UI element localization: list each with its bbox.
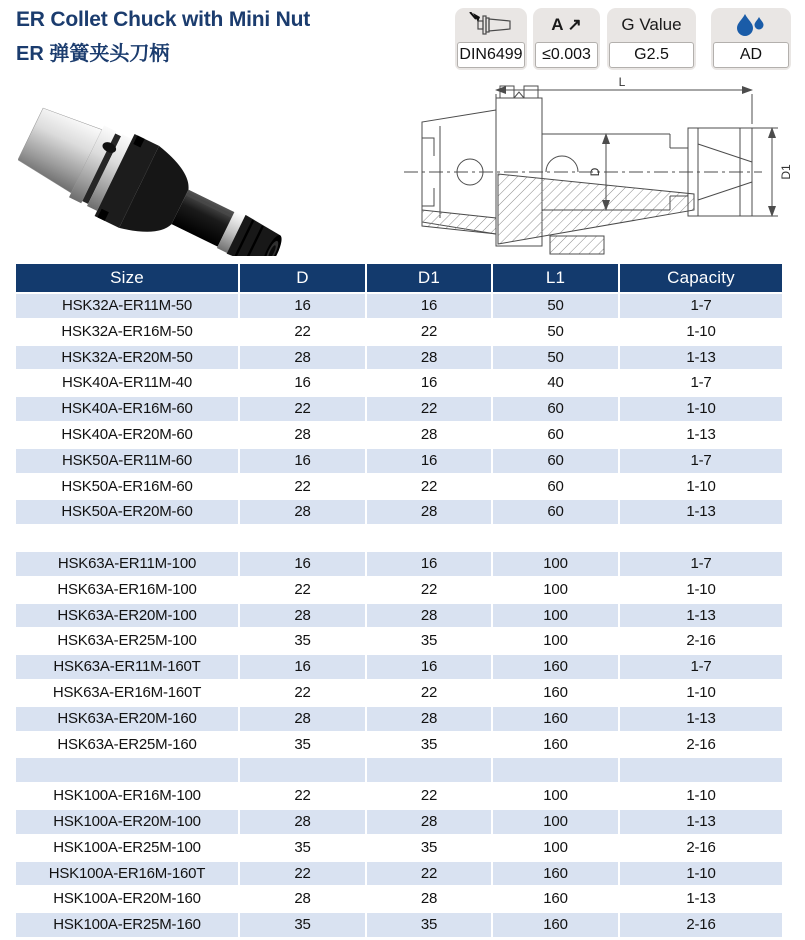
table-row: [16, 500, 782, 524]
table-cell: [620, 758, 782, 782]
table-cell: 22: [294, 787, 311, 805]
title-english: ER Collet Chuck with Mini Nut: [16, 8, 311, 31]
table-row: [16, 604, 782, 628]
table-cell: 160: [543, 890, 568, 908]
table-cell: 100: [543, 632, 568, 650]
table-cell: 28: [240, 500, 365, 524]
table-cell: 1-7: [690, 374, 712, 392]
table-row: [16, 578, 782, 602]
table-cell: 28: [294, 890, 311, 908]
table-cell: 35: [294, 838, 311, 856]
table-cell: HSK100A-ER20M-160: [53, 890, 201, 908]
table-cell: 22: [294, 683, 311, 701]
table-cell: 22: [367, 397, 491, 421]
table-cell: 22: [420, 477, 438, 495]
badge-din-value: DIN6499: [457, 42, 525, 68]
table-cell: HSK63A-ER11M-160T: [16, 655, 238, 679]
table-cell: 16: [367, 655, 491, 679]
table-cell: 1-10: [620, 397, 782, 421]
badge-din-standard: [455, 8, 527, 70]
table-cell: 22: [294, 580, 311, 598]
toolholder-icon: [455, 8, 527, 42]
table-cell: 22: [420, 322, 438, 340]
table-cell: 160: [543, 735, 568, 753]
table-cell: 16: [240, 294, 365, 318]
table-row: [16, 629, 782, 653]
table-cell: HSK100A-ER25M-160: [16, 913, 238, 937]
table-cell: 35: [420, 735, 438, 753]
product-photo: [18, 84, 390, 256]
table-cell: 35: [294, 735, 311, 753]
table-cell: 22: [420, 787, 438, 805]
table-cell: 22: [420, 683, 438, 701]
table-row: [16, 449, 782, 473]
spec-table-body: [16, 294, 782, 937]
table-cell: 16: [240, 449, 365, 473]
table-cell: 60: [493, 449, 618, 473]
table-cell: HSK32A-ER16M-50: [61, 322, 193, 340]
technical-drawing: [400, 76, 800, 260]
table-cell: 1-13: [620, 707, 782, 731]
table-cell: 160: [493, 913, 618, 937]
table-cell: [240, 526, 365, 550]
table-cell: 100: [543, 580, 568, 598]
table-row: [16, 733, 782, 757]
table-cell: 1-13: [620, 604, 782, 628]
table-cell: 60: [493, 397, 618, 421]
table-cell: [16, 758, 238, 782]
table-cell: 1-13: [620, 346, 782, 370]
table-cell: [493, 758, 618, 782]
page-title: [16, 8, 310, 66]
table-cell: [240, 758, 365, 782]
table-cell: 35: [367, 913, 491, 937]
g-value-label: G Value: [621, 15, 682, 34]
table-cell: 1-7: [620, 449, 782, 473]
dim-label-diameter1: D1: [779, 164, 793, 180]
table-cell: [620, 526, 782, 550]
table-cell: 16: [240, 552, 365, 576]
table-cell: 100: [543, 787, 568, 805]
badge-runout-value: ≤0.003: [535, 42, 598, 68]
badge-g-value-value: G2.5: [609, 42, 694, 68]
table-row: [16, 836, 782, 860]
table-row: [16, 475, 782, 499]
table-cell: HSK63A-ER16M-100: [57, 580, 197, 598]
column-header-l1: L1: [493, 264, 618, 292]
table-cell: 28: [367, 500, 491, 524]
table-row: [16, 862, 782, 886]
table-cell: 160: [493, 862, 618, 886]
spec-badges: [455, 8, 791, 70]
table-cell: [367, 758, 491, 782]
table-cell: 35: [240, 913, 365, 937]
table-row: [16, 397, 782, 421]
table-cell: HSK40A-ER20M-60: [61, 425, 193, 443]
table-cell: 22: [420, 580, 438, 598]
table-cell: 22: [367, 862, 491, 886]
table-cell: HSK63A-ER20M-100: [16, 604, 238, 628]
column-header-d: D: [240, 264, 365, 292]
table-cell: HSK40A-ER11M-40: [61, 374, 193, 392]
table-cell: 16: [367, 449, 491, 473]
table-cell: 28: [420, 890, 438, 908]
table-cell: 1-7: [620, 552, 782, 576]
table-cell: 1-10: [686, 580, 716, 598]
table-cell: 16: [420, 374, 438, 392]
table-cell: 28: [367, 346, 491, 370]
table-cell: 1-10: [620, 862, 782, 886]
table-cell: 60: [547, 425, 564, 443]
spec-table: [14, 262, 784, 939]
table-cell: 16: [294, 374, 311, 392]
table-cell: HSK63A-ER16M-160T: [52, 683, 202, 701]
table-cell: 160: [493, 655, 618, 679]
table-cell: 1-13: [686, 425, 716, 443]
table-cell: 40: [547, 374, 564, 392]
table-cell: 160: [493, 707, 618, 731]
table-cell: 28: [367, 810, 491, 834]
table-cell: 22: [294, 477, 311, 495]
table-cell: 35: [294, 632, 311, 650]
table-cell: 28: [240, 707, 365, 731]
table-cell: 1-10: [686, 787, 716, 805]
table-cell: 50: [493, 346, 618, 370]
table-spacer-row: [16, 758, 782, 782]
badge-coolant: [711, 8, 791, 70]
table-cell: 1-7: [620, 655, 782, 679]
table-cell: HSK63A-ER11M-100: [16, 552, 238, 576]
table-cell: HSK100A-ER16M-160T: [16, 862, 238, 886]
table-cell: [16, 526, 238, 550]
table-row: [16, 655, 782, 679]
table-cell: 100: [493, 810, 618, 834]
table-cell: HSK63A-ER20M-160: [16, 707, 238, 731]
table-cell: [493, 526, 618, 550]
table-cell: 100: [493, 604, 618, 628]
table-cell: 60: [547, 477, 564, 495]
table-cell: HSK63A-ER25M-100: [57, 632, 197, 650]
table-cell: 2-16: [620, 913, 782, 937]
table-row: [16, 913, 782, 937]
table-cell: 50: [547, 322, 564, 340]
table-cell: 2-16: [686, 632, 716, 650]
table-cell: 28: [240, 604, 365, 628]
table-cell: [367, 526, 491, 550]
runout-label: A ↗: [551, 15, 582, 34]
table-row: [16, 320, 782, 344]
table-cell: 28: [420, 425, 438, 443]
table-cell: 50: [493, 294, 618, 318]
table-cell: 160: [543, 683, 568, 701]
table-cell: 1-10: [686, 322, 716, 340]
table-cell: 35: [420, 632, 438, 650]
table-cell: HSK100A-ER20M-100: [16, 810, 238, 834]
table-cell: 22: [240, 397, 365, 421]
table-cell: 1-13: [686, 890, 716, 908]
table-header-row: [16, 264, 782, 292]
table-cell: HSK32A-ER20M-50: [16, 346, 238, 370]
badge-coolant-value: AD: [713, 42, 789, 68]
table-row: [16, 552, 782, 576]
table-row: [16, 784, 782, 808]
table-row: [16, 423, 782, 447]
table-cell: 28: [240, 810, 365, 834]
table-cell: 28: [240, 346, 365, 370]
table-cell: 28: [367, 604, 491, 628]
table-cell: 2-16: [686, 735, 716, 753]
title-chinese: ER 弹簧夹头刀柄: [16, 43, 170, 65]
table-cell: 16: [240, 655, 365, 679]
table-cell: 22: [240, 862, 365, 886]
table-cell: 1-7: [620, 294, 782, 318]
column-header-d1: D1: [367, 264, 491, 292]
table-cell: HSK50A-ER16M-60: [61, 477, 193, 495]
badge-runout: [533, 8, 600, 70]
table-cell: 1-13: [620, 810, 782, 834]
dim-label-diameter: D: [588, 167, 602, 177]
table-row: [16, 371, 782, 395]
badge-g-value: [607, 8, 696, 70]
table-cell: 35: [420, 838, 438, 856]
table-row: [16, 707, 782, 731]
table-cell: 60: [493, 500, 618, 524]
table-cell: 100: [543, 838, 568, 856]
column-header-size: Size: [16, 264, 238, 292]
table-cell: 1-13: [620, 500, 782, 524]
table-cell: HSK32A-ER11M-50: [16, 294, 238, 318]
table-cell: 28: [367, 707, 491, 731]
table-cell: HSK100A-ER25M-100: [53, 838, 201, 856]
table-cell: 1-10: [686, 683, 716, 701]
table-row: [16, 346, 782, 370]
table-cell: 22: [294, 322, 311, 340]
column-header-capacity: Capacity: [620, 264, 782, 292]
table-row: [16, 887, 782, 911]
table-row: [16, 681, 782, 705]
table-cell: HSK50A-ER20M-60: [16, 500, 238, 524]
coolant-drops-icon: [711, 8, 791, 42]
dim-label-length: L: [618, 76, 626, 89]
table-cell: 2-16: [686, 838, 716, 856]
table-cell: 100: [493, 552, 618, 576]
table-row: [16, 294, 782, 318]
table-row: [16, 810, 782, 834]
table-spacer-row: [16, 526, 782, 550]
table-cell: HSK40A-ER16M-60: [16, 397, 238, 421]
table-cell: 16: [367, 294, 491, 318]
table-cell: HSK63A-ER25M-160: [57, 735, 197, 753]
table-cell: 1-10: [686, 477, 716, 495]
table-cell: 28: [294, 425, 311, 443]
table-cell: HSK50A-ER11M-60: [16, 449, 238, 473]
table-cell: 16: [367, 552, 491, 576]
table-cell: HSK100A-ER16M-100: [53, 787, 201, 805]
